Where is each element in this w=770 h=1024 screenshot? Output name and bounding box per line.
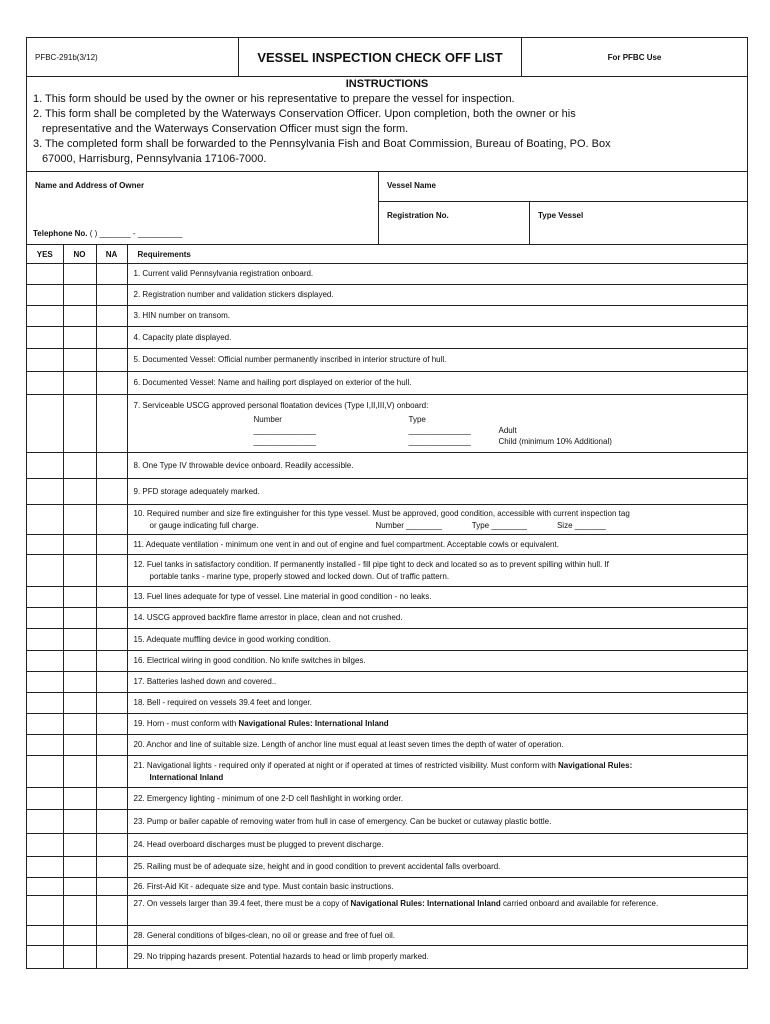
- requirement-text: 17. Batteries lashed down and covered..: [127, 672, 747, 693]
- na-box[interactable]: [96, 946, 127, 968]
- col-requirements: Requirements: [127, 245, 747, 264]
- no-box[interactable]: [63, 555, 96, 587]
- table-row: [27, 834, 747, 857]
- no-box[interactable]: [63, 788, 96, 810]
- table-row: [27, 285, 747, 306]
- type-vessel-field[interactable]: Type Vessel: [538, 211, 584, 220]
- yes-box[interactable]: [27, 926, 63, 946]
- no-box[interactable]: [63, 651, 96, 672]
- na-box[interactable]: [96, 587, 127, 608]
- owner-name-field[interactable]: [27, 172, 379, 244]
- col-na: NA: [96, 245, 127, 264]
- fuel-tanks-requirement-cont: portable tanks - marine type, properly stowed and locked down. Out of traffic pattern.: [149, 571, 450, 581]
- no-box[interactable]: [63, 735, 96, 756]
- requirement-text: 9. PFD storage adequately marked.: [127, 479, 747, 505]
- requirement-text: 2. Registration number and validation stickers displayed.: [127, 285, 747, 306]
- table-row: [27, 505, 747, 535]
- table-row: [27, 810, 747, 834]
- no-box[interactable]: [63, 926, 96, 946]
- yes-box[interactable]: [27, 349, 63, 372]
- col-no: NO: [63, 245, 96, 264]
- registration-field[interactable]: Registration No.: [379, 202, 530, 244]
- requirement-text: [127, 756, 747, 788]
- no-box[interactable]: [63, 327, 96, 349]
- nav-rules-ref: Navigational Rules: International Inland: [350, 899, 501, 908]
- requirement-text: 8. One Type IV throwable device onboard. Readily accessible.: [127, 453, 747, 479]
- yes-box[interactable]: [27, 672, 63, 693]
- requirement-text: [127, 714, 747, 735]
- pfd-child-label: Child (minimum 10% Additional): [498, 437, 612, 446]
- telephone-field[interactable]: [33, 229, 182, 238]
- yes-box[interactable]: [27, 810, 63, 834]
- requirement-text: [127, 505, 747, 535]
- no-box[interactable]: [63, 672, 96, 693]
- na-box[interactable]: [96, 810, 127, 834]
- table-row: [27, 896, 747, 926]
- yes-box[interactable]: [27, 555, 63, 587]
- table-row: [27, 946, 747, 968]
- instruction-1: 1. This form should be used by the owner or his representative to prepare the vessel for inspection.: [33, 93, 515, 105]
- pfd-adult-label: Adult: [498, 426, 517, 435]
- yes-box[interactable]: [27, 453, 63, 479]
- requirement-text: 20. Anchor and line of suitable size. Length of anchor line must equal at least seven times the depth of water of operation.: [127, 735, 747, 756]
- na-box[interactable]: [96, 896, 127, 926]
- nav-rules-copy-cont: carried onboard and available for reference.: [500, 899, 659, 908]
- table-row: [27, 608, 747, 629]
- telephone-blank: ( ) _______ - __________: [87, 229, 183, 238]
- no-box[interactable]: [63, 535, 96, 555]
- telephone-label: Telephone No.: [33, 229, 88, 238]
- table-row: [27, 587, 747, 608]
- no-box[interactable]: [63, 453, 96, 479]
- pfd-number-field-2[interactable]: ______________: [253, 437, 316, 446]
- na-box[interactable]: [96, 878, 127, 896]
- requirement-text: 18. Bell - required on vessels 39.4 feet and longer.: [127, 693, 747, 714]
- requirement-text: 16. Electrical wiring in good condition. No knife switches in bilges.: [127, 651, 747, 672]
- yes-box[interactable]: [27, 946, 63, 968]
- extinguisher-size-field[interactable]: Size _______: [556, 520, 606, 530]
- requirement-text: 11. Adequate ventilation - minimum one vent in and out of engine and fuel compartment. Acceptable cowls or equivalent.: [127, 535, 747, 555]
- na-box[interactable]: [96, 349, 127, 372]
- extinguisher-requirement: 10. Required number and size fire extinguisher for this type vessel. Must be approved, good condition, accessible with current inspection tag: [133, 508, 630, 518]
- na-box[interactable]: [96, 693, 127, 714]
- yes-box[interactable]: [27, 535, 63, 555]
- no-box[interactable]: [63, 810, 96, 834]
- table-row: [27, 651, 747, 672]
- instructions-heading: INSTRUCTIONS: [345, 78, 429, 90]
- table-row: [27, 555, 747, 587]
- requirement-text: 29. No tripping hazards present. Potential hazards to head or limb properly marked.: [127, 946, 747, 968]
- no-box[interactable]: [63, 878, 96, 896]
- nav-rules-ref-cont: International Inland: [149, 772, 224, 782]
- no-box[interactable]: [63, 372, 96, 395]
- pfd-number-field[interactable]: ______________: [253, 426, 316, 435]
- table-row: [27, 878, 747, 896]
- no-box[interactable]: [63, 395, 96, 453]
- owner-name-label: Name and Address of Owner: [35, 181, 145, 190]
- no-box[interactable]: [63, 505, 96, 535]
- requirement-text: 26. First-Aid Kit - adequate size and type. Must contain basic instructions.: [127, 878, 747, 896]
- na-box[interactable]: [96, 453, 127, 479]
- form-header: [27, 38, 747, 77]
- yes-box[interactable]: [27, 505, 63, 535]
- table-row: [27, 372, 747, 395]
- instruction-3: 3. The completed form shall be forwarded to the Pennsylvania Fish and Boat Commission, Bureau of Boating, PO. Box: [33, 138, 611, 150]
- na-box[interactable]: [96, 735, 127, 756]
- yes-box[interactable]: [27, 587, 63, 608]
- instructions-section: [27, 77, 747, 172]
- requirement-text: 25. Railing must be of adequate size, height and in good condition to prevent accidental falls overboard.: [127, 857, 747, 878]
- no-box[interactable]: [63, 714, 96, 735]
- instruction-3-cont: 67000, Harrisburg, Pennsylvania 17106-7000.: [42, 153, 267, 165]
- requirement-text: 14. USCG approved backfire flame arrestor in place, clean and not crushed.: [127, 608, 747, 629]
- extinguisher-number-field[interactable]: Number ________: [375, 520, 442, 530]
- requirement-text: [127, 395, 747, 453]
- requirements-table: [27, 245, 747, 968]
- form-code: PFBC-291b(3/12): [27, 38, 239, 76]
- nav-lights-requirement: 21. Navigational lights - required only if operated at night or if operated at times of restricted visibility. Must conform with: [133, 760, 558, 770]
- na-box[interactable]: [96, 479, 127, 505]
- na-box[interactable]: [96, 756, 127, 788]
- no-box[interactable]: [63, 306, 96, 327]
- requirement-text: 24. Head overboard discharges must be plugged to prevent discharge.: [127, 834, 747, 857]
- na-box[interactable]: [96, 651, 127, 672]
- table-row: [27, 735, 747, 756]
- yes-box[interactable]: [27, 693, 63, 714]
- na-box[interactable]: [96, 672, 127, 693]
- table-row: [27, 857, 747, 878]
- requirement-text: 4. Capacity plate displayed.: [127, 327, 747, 349]
- nav-rules-ref: Navigational Rules: International Inland: [238, 719, 389, 728]
- fuel-tanks-requirement: 12. Fuel tanks in satisfactory condition. If permanently installed - fill pipe tight to deck and located so as to prevent spilling within hull. If: [133, 559, 609, 569]
- yes-box[interactable]: [27, 629, 63, 651]
- extinguisher-type-field[interactable]: Type ________: [471, 520, 527, 530]
- yes-box[interactable]: [27, 857, 63, 878]
- table-row: [27, 327, 747, 349]
- table-row: [27, 788, 747, 810]
- table-row: [27, 714, 747, 735]
- table-row: [27, 756, 747, 788]
- no-box[interactable]: [63, 756, 96, 788]
- na-box[interactable]: [96, 505, 127, 535]
- na-box[interactable]: [96, 926, 127, 946]
- table-row: [27, 535, 747, 555]
- na-box[interactable]: [96, 555, 127, 587]
- requirement-text: [127, 555, 747, 587]
- instruction-2: 2. This form shall be completed by the Waterways Conservation Officer. Upon completion, both the owner or his: [33, 108, 576, 120]
- na-box[interactable]: [96, 372, 127, 395]
- yes-box[interactable]: [27, 479, 63, 505]
- requirement-text: 22. Emergency lighting - minimum of one 2-D cell flashlight in working order.: [127, 788, 747, 810]
- table-row: [27, 672, 747, 693]
- yes-box[interactable]: [27, 285, 63, 306]
- no-box[interactable]: [63, 349, 96, 372]
- yes-box[interactable]: [27, 395, 63, 453]
- vessel-name-field[interactable]: Vessel Name: [379, 172, 747, 202]
- no-box[interactable]: [63, 946, 96, 968]
- nav-rules-copy-requirement: 27. On vessels larger than 39.4 feet, there must be a copy of: [133, 899, 351, 908]
- na-box[interactable]: [96, 834, 127, 857]
- owner-section: [27, 172, 747, 245]
- table-row: [27, 629, 747, 651]
- na-box[interactable]: [96, 857, 127, 878]
- pfd-requirement: 7. Serviceable USCG approved personal floatation devices (Type I,II,III,V) onboard:: [133, 401, 429, 410]
- no-box[interactable]: [63, 857, 96, 878]
- requirement-text: 6. Documented Vessel: Name and hailing port displayed on exterior of the hull.: [127, 372, 747, 395]
- na-box[interactable]: [96, 629, 127, 651]
- requirement-text: 13. Fuel lines adequate for type of vessel. Line material in good condition - no leaks.: [127, 587, 747, 608]
- office-use-label: For PFBC Use: [607, 52, 662, 62]
- pfd-grid: [134, 414, 748, 447]
- pfd-number-label: Number: [253, 415, 282, 424]
- na-box[interactable]: [96, 788, 127, 810]
- na-box[interactable]: [96, 395, 127, 453]
- form-title: VESSEL INSPECTION CHECK OFF LIST: [239, 38, 522, 76]
- na-box[interactable]: [96, 285, 127, 306]
- yes-box[interactable]: [27, 896, 63, 926]
- no-box[interactable]: [63, 693, 96, 714]
- no-box[interactable]: [63, 608, 96, 629]
- na-box[interactable]: [96, 714, 127, 735]
- no-box[interactable]: [63, 896, 96, 926]
- no-box[interactable]: [63, 479, 96, 505]
- yes-box[interactable]: [27, 878, 63, 896]
- table-row: [27, 395, 747, 453]
- no-box[interactable]: [63, 834, 96, 857]
- no-box[interactable]: [63, 264, 96, 285]
- yes-box[interactable]: [27, 756, 63, 788]
- col-yes: YES: [27, 245, 63, 264]
- pfd-type-label: Type: [408, 415, 426, 424]
- nav-rules-ref: Navigational Rules:: [558, 760, 633, 770]
- yes-box[interactable]: [27, 264, 63, 285]
- yes-box[interactable]: [27, 372, 63, 395]
- yes-box[interactable]: [27, 735, 63, 756]
- no-box[interactable]: [63, 285, 96, 306]
- requirement-text: [127, 896, 747, 926]
- requirement-text: 28. General conditions of bilges-clean, no oil or grease and free of fuel oil.: [127, 926, 747, 946]
- table-row: [27, 693, 747, 714]
- yes-box[interactable]: [27, 714, 63, 735]
- table-header-row: [27, 245, 747, 264]
- requirement-text: 5. Documented Vessel: Official number permanently inscribed in interior structure of hull.: [127, 349, 747, 372]
- yes-box[interactable]: [27, 788, 63, 810]
- extinguisher-requirement-cont: or gauge indicating full charge.: [149, 520, 259, 530]
- na-box[interactable]: [96, 264, 127, 285]
- na-box[interactable]: [96, 535, 127, 555]
- yes-box[interactable]: [27, 834, 63, 857]
- requirement-text: 15. Adequate muffling device in good working condition.: [127, 629, 747, 651]
- requirement-text: 23. Pump or bailer capable of removing water from hull in case of emergency. Can be bucket or cutaway plastic bottle.: [127, 810, 747, 834]
- requirement-text: 3. HIN number on transom.: [127, 306, 747, 327]
- table-row: [27, 306, 747, 327]
- no-box[interactable]: [63, 587, 96, 608]
- yes-box[interactable]: [27, 651, 63, 672]
- instruction-2-cont: representative and the Waterways Conservation Officer must sign the form.: [42, 123, 409, 135]
- na-box[interactable]: [96, 608, 127, 629]
- table-row: [27, 479, 747, 505]
- table-row: [27, 453, 747, 479]
- pfd-type-field-2[interactable]: ______________: [408, 437, 471, 446]
- inspection-form: [26, 37, 748, 969]
- na-box[interactable]: [96, 306, 127, 327]
- na-box[interactable]: [96, 327, 127, 349]
- yes-box[interactable]: [27, 306, 63, 327]
- pfd-type-field[interactable]: ______________: [408, 426, 471, 435]
- requirement-text: 1. Current valid Pennsylvania registration onboard.: [127, 264, 747, 285]
- table-row: [27, 926, 747, 946]
- yes-box[interactable]: [27, 608, 63, 629]
- yes-box[interactable]: [27, 327, 63, 349]
- table-row: [27, 264, 747, 285]
- horn-requirement: 19. Horn - must conform with: [133, 719, 239, 728]
- table-row: [27, 349, 747, 372]
- no-box[interactable]: [63, 629, 96, 651]
